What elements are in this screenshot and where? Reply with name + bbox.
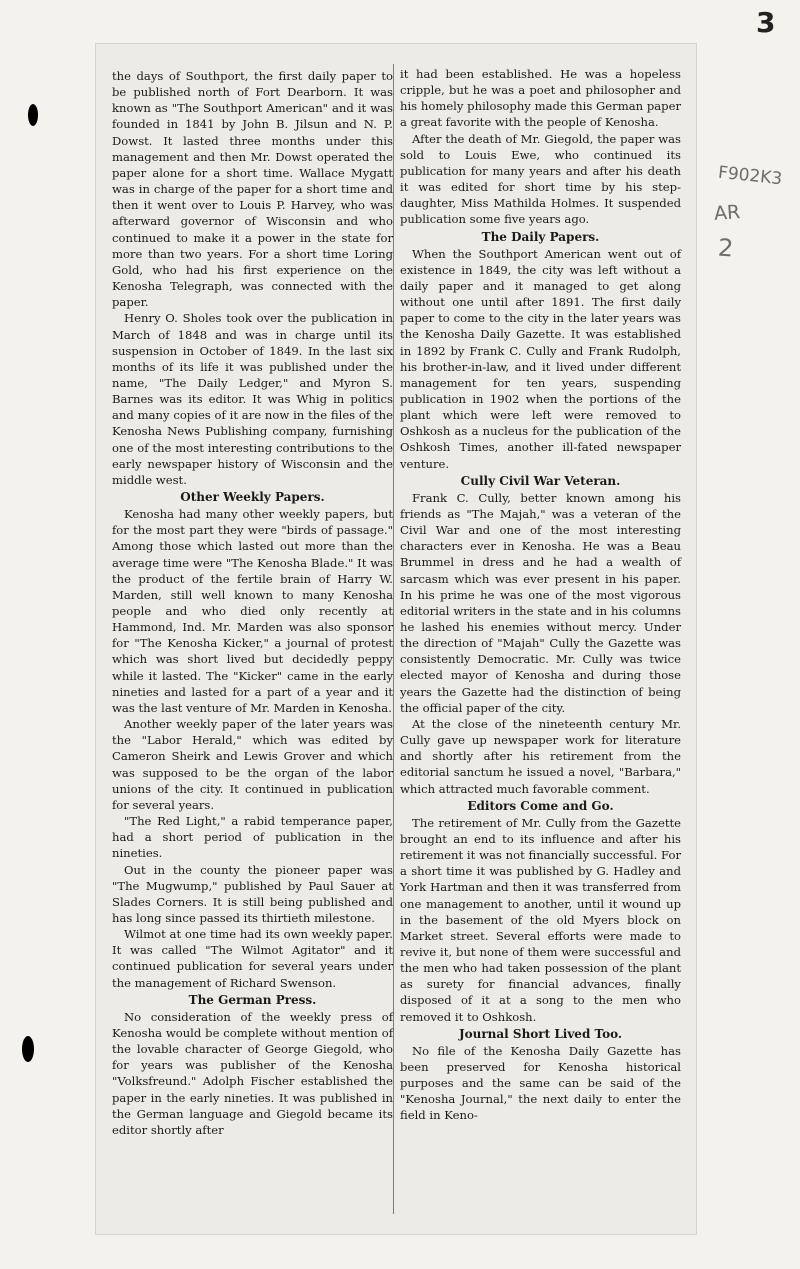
paragraph: No consideration of the weekly press of Kenosha would be complete without mention of the lovable character of George Giegold, who for years was publisher of the Kenosha "Volksfreund." Adolph Fischer established the paper in the early nineties. It was published in the German language and Giegold became its editor shortly after	[112, 1009, 393, 1137]
section-heading: The German Press.	[188, 992, 317, 1007]
sub-code-annotation: AR	[713, 201, 741, 225]
section-heading: Journal Short Lived Too.	[458, 1026, 623, 1041]
section-heading: Editors Come and Go.	[467, 798, 614, 813]
paragraph: Frank C. Cully, better known among his friends as "The Majah," was a veteran of the Civil War and one of the most interesting characters ever in Kenosha. He was a Beau Brummel in dress and he had a wealth of sarcasm which was ever present in his paper. In his prime he was one of the most vigorous editorial writers in the state and in his columns he lashed his enemies without mercy. Under the direction of "Majah" Cully the Gazette was consistently Democratic. Mr. Cully was twice elected mayor of Kenosha and during those years the Gazette had the distinction of being the official paper of the city.	[400, 490, 681, 715]
section-heading: Cully Civil War Veteran.	[460, 473, 621, 488]
paragraph: Out in the county the pioneer paper was "The Mugwump," published by Paul Sauer at Slades Corners. It is still being published and has long since passed its thirtieth milestone.	[112, 862, 393, 925]
paragraph: After the death of Mr. Giegold, the paper was sold to Louis Ewe, who continued its publication for many years and after his death it was edited for short time by his step-daughter, Miss Mathilda Holmes. It suspended publication some five years ago.	[400, 131, 681, 227]
newspaper-clipping	[96, 44, 696, 1234]
right-column	[400, 66, 681, 1124]
section-heading: The Daily Papers.	[481, 229, 600, 244]
page-number-annotation: 3	[756, 6, 776, 39]
paragraph: Wilmot at one time had its own weekly paper. It was called "The Wilmot Agitator" and it continued publication for several years under the management of Richard Swenson.	[112, 927, 393, 990]
call-number-annotation: F902K3	[717, 162, 784, 190]
section-heading: Other Weekly Papers.	[180, 490, 325, 505]
paragraph: it had been established. He was a hopeless cripple, but he was a poet and philosopher and his homely philosophy made this German paper a great favorite with the people of Kenosha.	[400, 67, 681, 130]
paragraph: Kenosha had many other weekly papers, but for the most part they were "birds of passage." Among those which lasted out more than the average time were "The Kenosha Blade." It was the product of the fertile brain of Harry W. Marden, still well known to many Kenosha people and who died only recently at Hammond, Ind. Mr. Marden was also sponsor for "The Kenosha Kicker," a journal of protest which was short lived but decidedly peppy while it lasted. The "Kicker" came in the early nineties and lasted for a part of a year and it was the last venture of Mr. Marden in Kenosha.	[112, 507, 393, 715]
paragraph: the days of Southport, the first daily paper to be published north of Fort Dearborn. It was known as "The Southport American" and it was founded in 1841 by John B. Jilsun and N. P. Dowst. It lasted three months under this management and then Mr. Dowst operated the paper alone for a short time. Wallace Mygatt was in charge of the paper for a short time and then it went over to Louis P. Harvey, who was afterward governor of Wisconsin and who continued to make it a power in the state for more than two years. For a short time Loring Gold, who had his first experience on the Kenosha Telegraph, was connected with the paper.	[112, 69, 393, 310]
paragraph: Another weekly paper of the later years was the "Labor Herald," which was edited by Cameron Sheirk and Lewis Grover and which was supposed to be the organ of the labor unions of the city. It continued in publication for several years.	[112, 717, 393, 812]
paragraph: The retirement of Mr. Cully from the Gazette brought an end to its influence and after his retirement it was not financially successful. For a short time it was published by G. Hadley and York Hartman and then it was transferred from one management to another, until it wound up in the basement of the old Myers block on Market street. Several efforts were made to revive it, but none of them were successful and the men who had taken possession of the plant as surety for financial advances, finally disposed of it at a song to the men who removed it to Oshkosh.	[400, 815, 681, 1024]
paragraph: When the Southport American went out of existence in 1849, the city was left without a daily paper and it managed to get along without one until after 1891. The first daily paper to come to the city in the later years was the Kenosha Daily Gazette. It was established in 1892 by Frank C. Cully and Frank Rudolph, his brother-in-law, and it lived under different management for ten years, suspending publication in 1902 when the portions of the plant which were left were removed to Oshkosh as a nucleus for the publication of the Oshkosh Times, another ill-fated newspaper venture.	[400, 246, 681, 471]
left-column	[112, 68, 393, 1138]
paragraph: Henry O. Sholes took over the publication in March of 1848 and was in charge until its suspension in October of 1849. In the last six months of its life it was published under the name, "The Daily Ledger," and Myron S. Barnes was its editor. It was Whig in politics and many copies of it are now in the files of the Kenosha News Publishing company, furnishing one of the most interesting contributions to the early newspaper history of Wisconsin and the middle west.	[112, 311, 393, 487]
paragraph: No file of the Kenosha Daily Gazette has been preserved for Kenosha historical purposes and the same can be said of the "Kenosha Journal," the next daily to enter the field in Keno-	[400, 1043, 681, 1123]
ink-blot-bottom	[22, 1036, 34, 1062]
item-number-annotation: 2	[717, 233, 735, 263]
ink-blot-top	[28, 104, 38, 126]
paragraph: At the close of the nineteenth century Mr. Cully gave up newspaper work for literature and shortly after his retirement from the editorial sanctum he issued a novel, "Barbara," which attracted much favorable comment.	[400, 716, 681, 796]
paragraph: "The Red Light," a rabid temperance paper, had a short period of publication in the nineties.	[112, 814, 393, 861]
column-divider	[393, 64, 394, 1214]
